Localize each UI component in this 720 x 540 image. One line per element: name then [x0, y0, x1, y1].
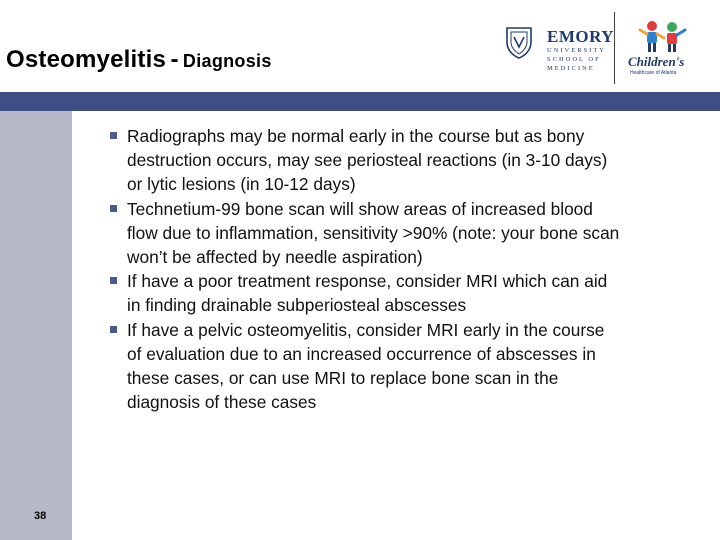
childrens-logo — [626, 20, 706, 76]
childrens-figures-icon — [638, 20, 688, 54]
emory-name: EMORY — [547, 27, 615, 46]
side-bar — [0, 111, 72, 540]
bullet-text: Technetium-99 bone scan will show areas of increased blood flow due to inflammation, sensitivity >90% (note: your bone scan won’t be affected by needle aspiration) — [127, 198, 620, 268]
bullet-item — [110, 318, 620, 415]
bullet-text: If have a poor treatment response, consider MRI which can aid in finding drainable subperiosteal abscesses — [127, 271, 608, 316]
bullet-square-icon — [110, 205, 117, 212]
emory-logo — [505, 22, 615, 78]
bullet-square-icon — [110, 326, 117, 333]
slide-number: 38 — [34, 510, 47, 522]
emory-line-2: SCHOOL OF — [547, 56, 601, 63]
bullet-text: Radiographs may be normal early in the course but as bony destruction occurs, may see periosteal reactions (in 3-10 days) or lytic lesions (in 10-12 days) — [127, 126, 608, 195]
childrens-name: Children's — [628, 54, 685, 69]
bullet-item — [110, 197, 620, 270]
header-bar — [0, 92, 720, 111]
bullet-square-icon — [110, 277, 117, 284]
childrens-tagline: Healthcare of Atlanta — [630, 70, 677, 76]
emory-shield-icon — [505, 26, 533, 60]
logo-divider — [614, 12, 615, 84]
bullet-text: If have a pelvic osteomyelitis, consider MRI early in the course of evaluation due to an increased occurrence of abscesses in these cases, or can use MRI to replace bone scan in the diagnosis of these cases — [127, 319, 605, 413]
emory-line-1: UNIVERSITY — [547, 47, 606, 54]
bullet-item — [110, 269, 620, 317]
title-main: Osteomyelitis — [6, 46, 166, 73]
bullet-list — [110, 124, 620, 414]
bullet-square-icon — [110, 132, 117, 139]
page-title — [6, 46, 272, 74]
emory-line-3: MEDICINE — [547, 65, 595, 72]
bullet-item — [110, 124, 620, 197]
title-subtitle: Diagnosis — [182, 51, 272, 71]
title-separator: - — [170, 46, 179, 73]
